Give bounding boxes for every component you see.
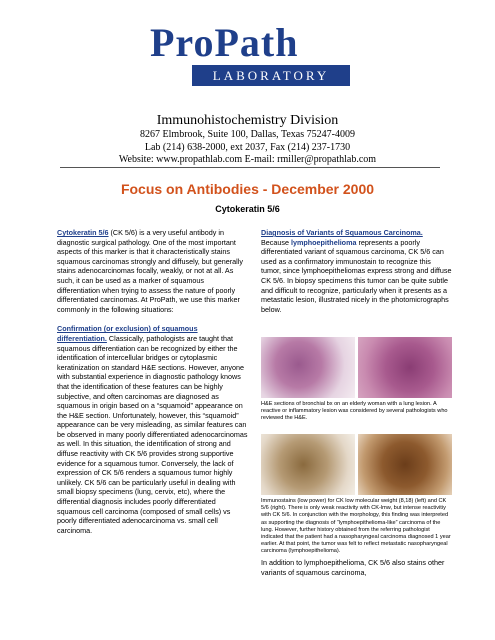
ck-lmw-image [261,434,355,495]
intro-text: (CK 5/6) is a very useful antibody in diagnostic surgical pathology. One of the most important aspects of this marker is that it characteristically stains squamous carcinomas strongly and diffusely, but generally stains adenocarcinomas focally, weakly, or not at all. As such, it can be used as a marker of squamous differentiation when trying to assess the nature of poorly differentiated carcinomas. At ProPath, we use this marker commonly in the following situations: [57,228,243,314]
logo-wordmark [150,20,350,65]
division-address: 8267 Elmbrook, Suite 100, Dallas, Texas 75247-4009 [140,129,355,140]
immunostain-photomicrographs [261,434,452,495]
squamous-paragraph [57,324,248,535]
intro-heading: Cytokeratin 5/6 [57,228,109,237]
continuation-paragraph: In addition to lymphoepithelioma, CK 5/6 also stains other variants of squamous carcinoma, [261,558,445,577]
squamous-text: Classically, pathologists are taught that squamous differentiation can be recognized by either the identification of intercellular bridges or cytoplasmic keratinization on standard H&E sections. However, anyone with substantial experience in diagnostic pathology knows that the identification of these features can be highly subjective, and often carcinomas are diagnosed as squamous in origin based on a “squamoid” appearance on the H&E section. Unfortunately, however, this “squamoid” appearance can be very misleading, as similar features can be observed in many poorly differentiated adenocarcinomas as well. In this situation, the identification of strong and diffuse reactivity with CK 5/6 provides strong supportive evidence for a squamous tumor. Conversely, the lack of expression of CK 5/6 renders a squamous tumor highly unlikely. CK 5/6 can be particularly useful in dealing with small biopsy specimens (lung, cervix, etc), where the differential diagnosis includes poorly differentiated squamous cell carcinoma (composed of small cells) vs poorly differentiated adenocarcinoma vs. small cell carcinoma. [57,333,248,535]
division-header [0,112,495,167]
antibody-subhead: Cytokeratin 5/6 [215,204,280,214]
he-high-power-image [358,337,452,398]
he-low-power-image [261,337,355,398]
division-phone: Lab (214) 638-2000, ext 2037, Fax (214) 237-1730 [144,141,351,153]
he-photomicrographs [261,337,452,398]
variants-heading: Diagnosis of Variants of Squamous Carcinoma. [261,228,423,237]
division-contact: Website: www.propathlab.com E-mail: rmiller@propathlab.com [118,154,377,165]
right-column [261,228,452,314]
variants-text-b: represents a poorly differentiated variant of squamous carcinoma, CK 5/6 can used as a confirmatory immunostain to recognize this tumor, since lymphoepitheliomas express strong and diffuse CK 5/6. In biopsy specimens this tumor can be quite subtle and difficult to recognize, particularly when it presents as a metastatic lesion, illustrated nicely in the photomicrographs below. [261,237,452,314]
intro-paragraph [57,228,248,314]
header-divider [60,167,440,168]
left-column [57,228,248,535]
logo-subtitle: LABORATORY [212,68,330,83]
logo-laboratory-bar [192,65,350,86]
division-title: Immunohistochemistry Division [156,113,339,128]
he-caption: H&E sections of bronchial bx on an elderly woman with a lung lesion. A reactive or inflammatory lesion was considered by several pathologists who reviewed the H&E. [261,401,448,422]
propath-logo [150,20,350,88]
variants-text-a: Because [261,237,291,247]
newsletter-headline: Focus on Antibodies - December 2000 [120,181,375,197]
variants-keyword: lymphoepithelioma [290,237,357,247]
logo-name: ProPath [150,20,299,65]
variants-paragraph [261,228,452,314]
immunostain-caption: Immunostains (low power) for CK low molecular weight (8,18) (left) and CK 5/6 (right). There is only weak reactivity with CK-lmw, but intense reactivitiy with CK 5/6. In conjunction with the morphology, this finding was interpreted as supporting the diagnosis of “lymphoepithelioma-like” carcinoma of the lung. However, further history obtained from the referring pathologist indicated that the patient had a nasopharyngeal carcinoma diagnosed 1 year earlier. At that point, the tumor was felt to reflect metastatic nasopharyngeal carcinoma (lymphoepithelioma). [261,498,451,555]
squamous-heading: Confirmation (or exclusion) of squamous differentiation. [57,324,198,343]
ck56-image [358,434,452,495]
